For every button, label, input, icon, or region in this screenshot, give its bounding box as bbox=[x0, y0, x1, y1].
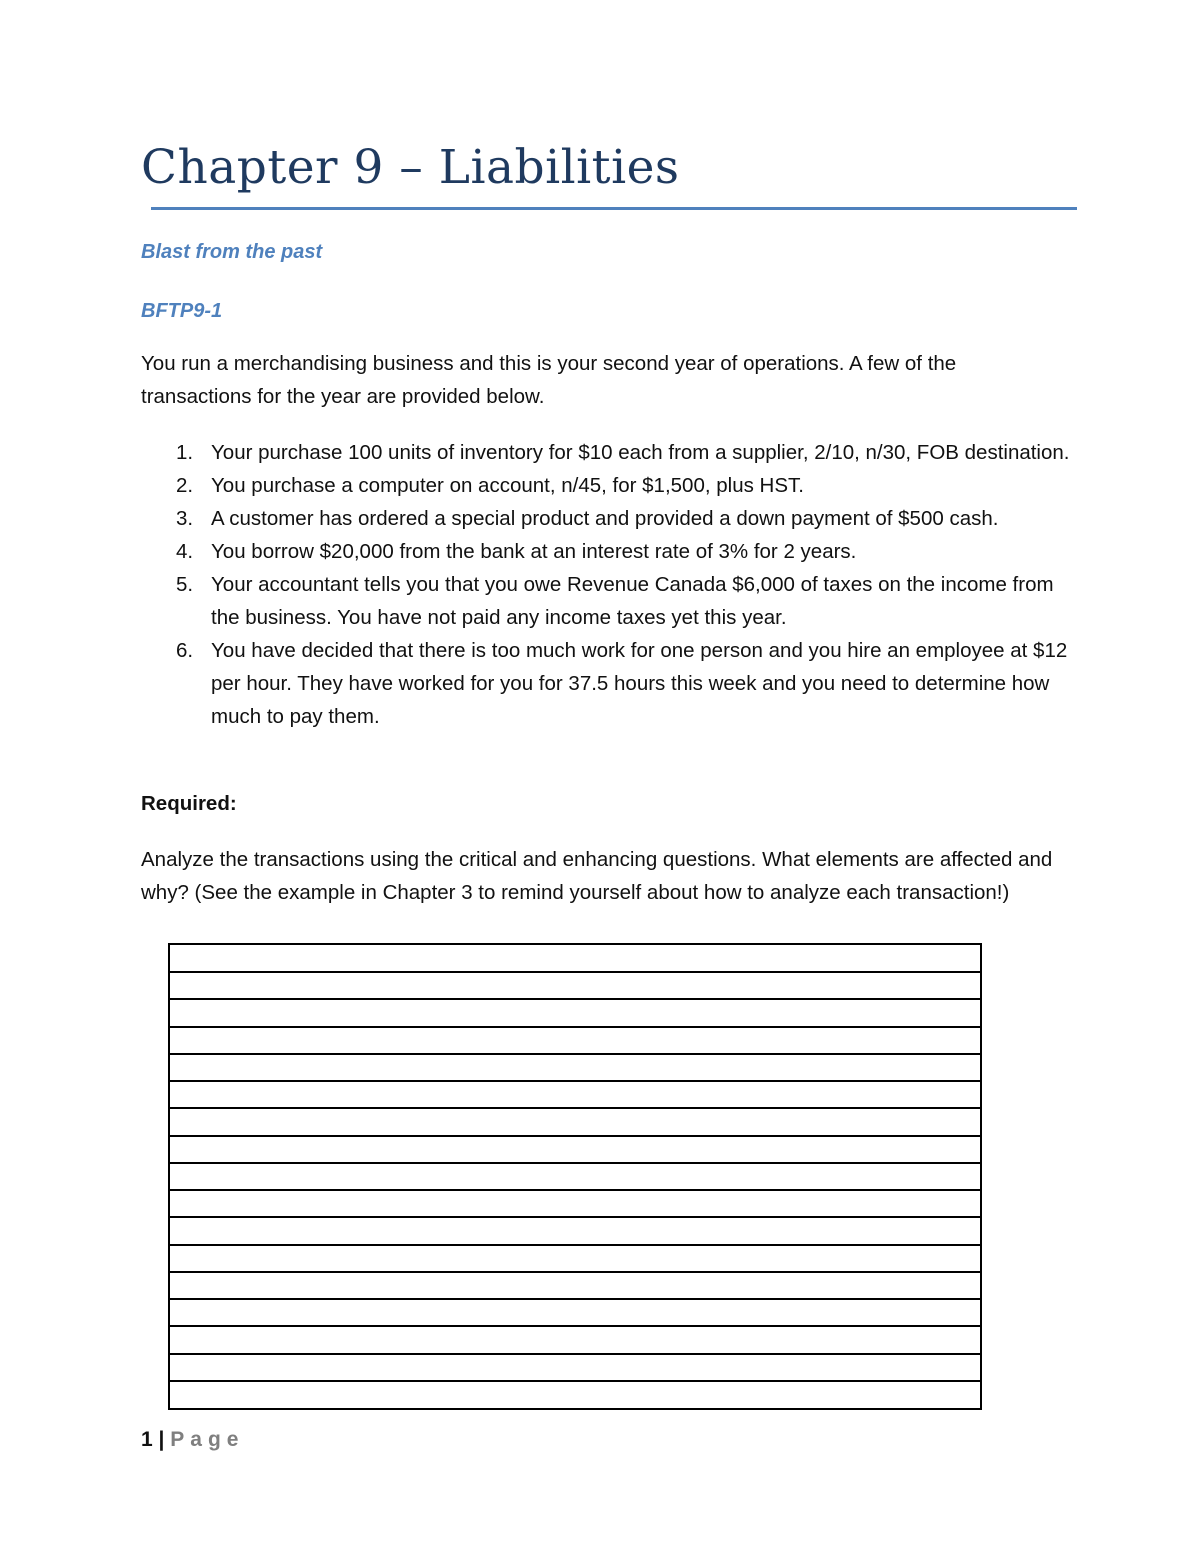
list-item bbox=[141, 436, 1071, 469]
list-item bbox=[141, 502, 1071, 535]
footer-separator: | bbox=[158, 1428, 165, 1451]
answer-line bbox=[170, 1380, 980, 1382]
required-paragraph: Analyze the transactions using the critical and enhancing questions. What elements are affected and why? (See the example in Chapter 3 to remind yourself about how to analyze each transaction!) bbox=[141, 848, 1053, 904]
section-heading: Blast from the past bbox=[141, 241, 323, 263]
list-item-text: You have decided that there is too much work for one person and you hire an employee at $12 per hour. They have worked for you for 37.5 hours this week and you need to determine how much to pay them. bbox=[211, 639, 1068, 728]
list-item bbox=[141, 535, 1071, 568]
answer-line bbox=[170, 1271, 980, 1273]
page-footer bbox=[141, 1428, 244, 1452]
answer-line bbox=[170, 1353, 980, 1355]
required-label: Required: bbox=[141, 792, 237, 815]
answer-line bbox=[170, 1107, 980, 1109]
answer-line bbox=[170, 1162, 980, 1164]
list-item-number: 4. bbox=[176, 540, 194, 563]
answer-line bbox=[170, 1053, 980, 1055]
exercise-id: BFTP9-1 bbox=[141, 300, 223, 322]
list-item bbox=[141, 469, 1071, 502]
answer-lines-box[interactable] bbox=[168, 943, 982, 1410]
list-item-number: 1. bbox=[176, 441, 194, 464]
answer-line bbox=[170, 1189, 980, 1191]
answer-line bbox=[170, 971, 980, 973]
list-item-text: Your purchase 100 units of inventory for $10 each from a supplier, 2/10, n/30, FOB destination. bbox=[211, 441, 1070, 464]
answer-line bbox=[170, 1080, 980, 1082]
list-item-number: 6. bbox=[176, 639, 194, 662]
page-number: 1 bbox=[141, 1428, 153, 1451]
list-item-number: 3. bbox=[176, 507, 194, 530]
answer-line bbox=[170, 1244, 980, 1246]
list-item-text: Your accountant tells you that you owe Revenue Canada $6,000 of taxes on the income from the business. You have not paid any income taxes yet this year. bbox=[211, 573, 1054, 629]
title-underline bbox=[151, 207, 1077, 210]
list-item bbox=[141, 568, 1071, 634]
answer-line bbox=[170, 1325, 980, 1327]
answer-line bbox=[170, 1298, 980, 1300]
page-label: Page bbox=[170, 1428, 245, 1451]
list-item-text: You borrow $20,000 from the bank at an interest rate of 3% for 2 years. bbox=[211, 540, 857, 563]
list-item-text: You purchase a computer on account, n/45, for $1,500, plus HST. bbox=[211, 474, 804, 497]
answer-line bbox=[170, 1135, 980, 1137]
answer-line bbox=[170, 998, 980, 1000]
intro-paragraph: You run a merchandising business and this is your second year of operations. A few of the transactions for the year are provided below. bbox=[141, 352, 957, 408]
list-item-number: 5. bbox=[176, 573, 194, 596]
page-title: Chapter 9 – Liabilities bbox=[141, 140, 680, 195]
list-item-number: 2. bbox=[176, 474, 194, 497]
answer-line bbox=[170, 1026, 980, 1028]
list-item bbox=[141, 634, 1071, 733]
list-item-text: A customer has ordered a special product and provided a down payment of $500 cash. bbox=[211, 507, 999, 530]
transaction-list bbox=[141, 436, 1071, 733]
answer-line bbox=[170, 1216, 980, 1218]
